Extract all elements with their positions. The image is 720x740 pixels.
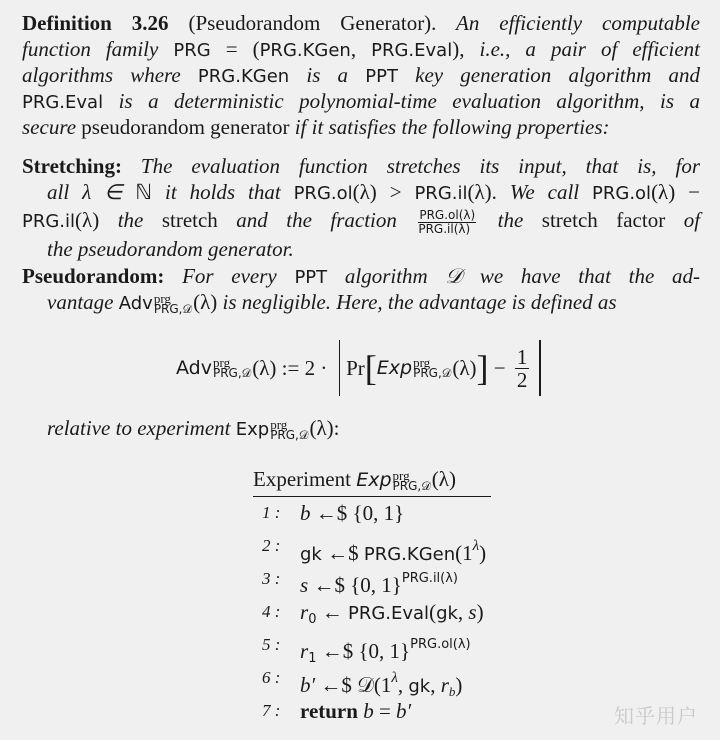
text-run: Adv bbox=[118, 293, 153, 314]
text-run: s bbox=[468, 600, 477, 624]
text-run: is a deterministic polynomial-time evaluation algorithm, is a bbox=[103, 89, 700, 113]
relative-line bbox=[47, 415, 700, 443]
step-number: 2 : bbox=[262, 536, 281, 555]
definition-line bbox=[22, 114, 700, 140]
experiment-step bbox=[300, 533, 486, 568]
eq-exp-arg: (λ) bbox=[452, 355, 477, 380]
eq-exp-sub: PRG,𝒟 bbox=[413, 366, 452, 380]
stretching-line bbox=[22, 207, 700, 236]
super-subscript bbox=[270, 419, 308, 441]
text-run: if it satisfies the following properties: bbox=[294, 115, 610, 139]
text-run: (λ). bbox=[467, 180, 497, 204]
text-run: , bbox=[397, 673, 409, 697]
step-number: 6 : bbox=[262, 668, 281, 687]
subscript: 0 bbox=[308, 612, 317, 627]
experiment-sup: prg bbox=[392, 468, 410, 484]
definition-line bbox=[22, 88, 700, 116]
text-run: For every bbox=[164, 264, 295, 288]
eq-adv: Adv bbox=[176, 357, 212, 379]
eq-minus: − bbox=[488, 355, 511, 380]
step-number: 4 : bbox=[262, 602, 281, 621]
text-run: PRG.KGen bbox=[197, 66, 290, 87]
text-run: ←$ {0, 1} bbox=[316, 639, 411, 663]
eq-exp-scripts bbox=[413, 357, 451, 379]
text-run: , bbox=[350, 37, 372, 61]
subscript: PRG,𝒟 bbox=[270, 428, 309, 443]
stretching-line bbox=[47, 236, 700, 262]
text-run: b bbox=[363, 699, 374, 723]
step-number: 3 : bbox=[262, 569, 281, 588]
superscript: PRG.ol(λ) bbox=[410, 637, 471, 652]
experiment-step bbox=[300, 566, 458, 598]
text-run: PRG.Eval bbox=[371, 40, 453, 61]
fraction-numerator: PRG.ol(λ) bbox=[419, 207, 476, 222]
superscript: prg bbox=[270, 417, 288, 433]
experiment-scripts bbox=[393, 470, 431, 492]
text-run: (λ) > bbox=[352, 180, 415, 204]
text-run: (λ) bbox=[193, 290, 218, 314]
text-run: pseudorandom generator bbox=[81, 115, 295, 139]
bracket-left: [ bbox=[364, 348, 377, 388]
experiment-sub: PRG,𝒟 bbox=[392, 479, 431, 494]
text-run: ←$ {0, 1} bbox=[308, 573, 402, 597]
text-run: (1 bbox=[455, 541, 473, 565]
text-run: relative to experiment bbox=[47, 416, 236, 440]
text-run: vantage bbox=[47, 290, 119, 314]
text-run: b′ bbox=[300, 673, 316, 697]
eq-pr: Pr bbox=[346, 355, 365, 380]
text-run: An efficiently computable bbox=[436, 11, 700, 35]
text-run: ( bbox=[429, 600, 437, 624]
text-run: it holds that bbox=[152, 180, 294, 204]
bracket-right: ] bbox=[476, 348, 489, 388]
text-run: gk bbox=[436, 603, 458, 624]
text-run: and the fraction bbox=[217, 208, 416, 232]
text-run: return bbox=[300, 699, 364, 723]
text-run: ) bbox=[479, 541, 487, 565]
text-run: is negligible. Here, the advantage is defined as bbox=[217, 290, 617, 314]
text-run: gk bbox=[408, 676, 431, 697]
text-run: the bbox=[99, 208, 162, 232]
text-run: , bbox=[457, 600, 469, 624]
text-run: PRG.KGen bbox=[363, 544, 456, 565]
text-run: PRG.Eval bbox=[347, 603, 430, 624]
text-run: key generation algorithm and bbox=[397, 63, 700, 87]
text-run: (Pseudorandom Generator). bbox=[168, 11, 437, 35]
text-run: ←$ 𝒟(1 bbox=[315, 673, 392, 697]
abs-bar-left bbox=[339, 340, 341, 396]
text-run: PRG.il bbox=[22, 211, 76, 232]
experiment-arg: (λ) bbox=[431, 467, 456, 491]
fraction bbox=[418, 209, 476, 236]
step-number: 7 : bbox=[262, 701, 281, 720]
text-run: ℕ bbox=[135, 180, 153, 204]
abs-bar-right bbox=[539, 340, 541, 396]
eq-sub: PRG,𝒟 bbox=[212, 366, 252, 380]
text-run: We call bbox=[496, 180, 593, 204]
text-run: (λ) bbox=[75, 208, 100, 232]
text-run: PPT bbox=[294, 267, 328, 288]
experiment-step bbox=[300, 698, 411, 724]
half-den: 2 bbox=[516, 367, 528, 392]
text-run: PRG.Eval bbox=[22, 92, 104, 113]
text-run: PPT bbox=[365, 66, 398, 87]
text-run: is a bbox=[289, 63, 366, 87]
text-run: , bbox=[430, 673, 441, 697]
text-run: all λ ∈ bbox=[47, 180, 136, 204]
text-run: PRG.il bbox=[414, 183, 468, 204]
experiment-step bbox=[300, 599, 484, 633]
text-run: PRG.KGen bbox=[259, 40, 351, 61]
definition-line bbox=[22, 10, 700, 36]
stretching-line bbox=[22, 153, 700, 179]
text-run: the pseudorandom generator. bbox=[47, 237, 294, 261]
step-number: 1 : bbox=[262, 503, 281, 522]
text-run: i.e., a pair of efficient bbox=[464, 37, 700, 61]
text-run: of bbox=[665, 208, 701, 232]
text-run: (λ) − bbox=[651, 180, 700, 204]
text-run: stretch factor bbox=[541, 208, 666, 232]
text-run: PRG.ol bbox=[592, 183, 652, 204]
text-run: s bbox=[300, 573, 309, 597]
text-run: Pseudorandom: bbox=[22, 264, 165, 288]
superscript: λ bbox=[391, 670, 398, 686]
eq-exp: Exp bbox=[376, 357, 413, 379]
advantage-equation bbox=[176, 340, 547, 396]
subscript: PRG,𝒟 bbox=[153, 302, 193, 317]
text-run: secure bbox=[22, 115, 82, 139]
subscript: b bbox=[448, 684, 456, 699]
text-run: = bbox=[373, 699, 397, 723]
step-number: 5 : bbox=[262, 635, 281, 654]
superscript: prg bbox=[153, 291, 171, 307]
eq-lhs-arg: (λ) := 2 · bbox=[252, 355, 333, 380]
experiment-title: Experiment bbox=[253, 467, 357, 491]
text-run: Exp bbox=[235, 419, 270, 440]
definition-line bbox=[22, 62, 700, 90]
text-run: ) bbox=[476, 600, 484, 624]
text-run: The evaluation function stretches its input, that is, for bbox=[121, 154, 700, 178]
text-run: b bbox=[300, 501, 311, 525]
definition-line bbox=[22, 36, 700, 64]
half-num: 1 bbox=[516, 344, 528, 369]
text-run: r bbox=[300, 639, 309, 663]
eq-sup: prg bbox=[212, 355, 231, 370]
experiment-step bbox=[300, 500, 404, 526]
text-run: (λ): bbox=[309, 416, 340, 440]
text-run: r bbox=[300, 600, 309, 624]
text-run: ← bbox=[316, 600, 348, 624]
text-run: = ( bbox=[210, 37, 260, 61]
superscript: PRG.il(λ) bbox=[401, 571, 458, 586]
text-run: Stretching: bbox=[22, 154, 122, 178]
experiment-exp: Exp bbox=[356, 469, 392, 491]
text-run: Definition 3.26 bbox=[22, 11, 169, 35]
text-run: the bbox=[479, 208, 542, 232]
superscript: λ bbox=[472, 538, 480, 554]
text-run: function family bbox=[22, 37, 174, 61]
text-run: ←$ bbox=[321, 541, 364, 565]
super-subscript bbox=[154, 293, 192, 315]
stretching-line bbox=[47, 179, 700, 207]
watermark: 知乎用户 bbox=[614, 704, 698, 728]
text-run: stretch bbox=[161, 208, 218, 232]
text-run: ), bbox=[452, 37, 465, 61]
text-run: ←$ {0, 1} bbox=[310, 501, 405, 525]
text-run: b′ bbox=[396, 699, 412, 723]
text-run: r bbox=[440, 673, 449, 697]
pseudorandom-line bbox=[22, 263, 700, 291]
eq-adv-scripts bbox=[213, 357, 251, 379]
fraction-half bbox=[515, 346, 530, 391]
text-run: algorithm 𝒟 we have that the ad- bbox=[327, 264, 700, 288]
subscript: 1 bbox=[308, 651, 317, 666]
text-run: ) bbox=[455, 673, 463, 697]
pseudorandom-line bbox=[47, 289, 700, 317]
text-run: algorithms where bbox=[22, 63, 198, 87]
text-run: PRG bbox=[173, 40, 211, 61]
fraction-denominator: PRG.il(λ) bbox=[418, 221, 471, 236]
text-run: PRG.ol bbox=[293, 183, 353, 204]
text-run: gk bbox=[300, 544, 322, 565]
eq-exp-sup: prg bbox=[413, 355, 431, 370]
experiment-header bbox=[253, 467, 491, 497]
